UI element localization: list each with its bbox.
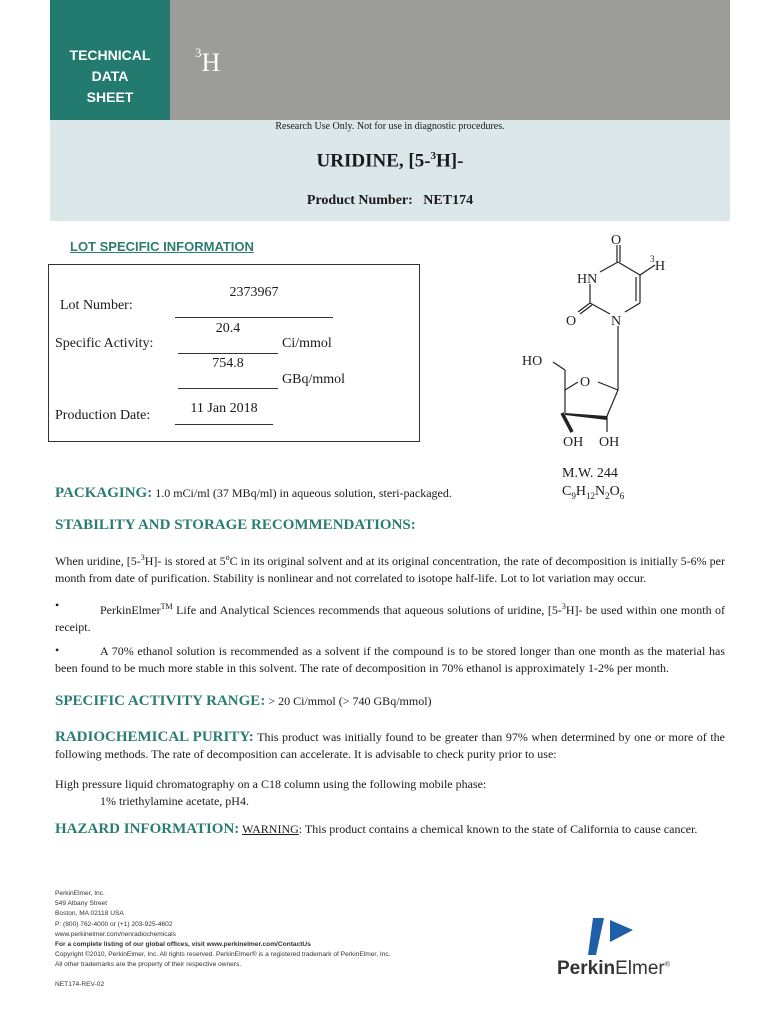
lot-number-underline	[175, 317, 333, 318]
bullet-2-text: A 70% ethanol solution is recommended as a solvent if the compound is to be stored longer than one month as the material has been found to be much more stable in this solvent. The rate of decomposition in 70% ethanol is approximately 1-2% per month.	[55, 644, 725, 675]
product-number	[50, 193, 730, 209]
lot-info-heading: LOT SPECIFIC INFORMATION	[70, 239, 254, 254]
molecular-formula: $C_9H_{12}N_2O_6$	[562, 484, 625, 501]
radiochemical-purity-section	[55, 729, 725, 763]
hazard-heading: HAZARD INFORMATION:	[55, 821, 240, 837]
hplc-line: High pressure liquid chromatography on a C18 column using the following mobile phase:	[55, 777, 487, 791]
footer-line-company: PerkinElmer, Inc.	[55, 890, 105, 897]
lot-number-label: Lot Number:	[60, 298, 133, 313]
production-date-underline	[175, 424, 273, 425]
label-o-ring: O	[580, 375, 591, 390]
specific-activity-gbq-value: 754.8	[212, 356, 244, 371]
isotope-symbol: H	[201, 48, 221, 77]
bullet-2-marker: •	[55, 643, 60, 657]
sheet-label-line-1: TECHNICAL	[69, 47, 151, 63]
revision-code: NET174-REV-02	[55, 981, 105, 988]
specific-activity-gbq-underline	[178, 388, 278, 389]
hazard-warning: WARNING	[242, 822, 299, 836]
mobile-phase: 1% triethylamine acetate, pH4.	[100, 794, 249, 808]
label-n: N	[611, 314, 622, 329]
molecular-weight: M.W. 244	[562, 466, 618, 481]
specific-activity-label: Specific Activity:	[55, 336, 154, 351]
hplc-method	[55, 776, 486, 810]
specific-activity-ci-underline	[178, 353, 278, 354]
title-suffix: H]-	[436, 150, 464, 172]
packaging-heading: PACKAGING:	[55, 485, 153, 501]
specific-activity-ci-value: 20.4	[215, 321, 241, 336]
hazard-section	[55, 821, 697, 838]
label-3h: H	[655, 259, 666, 274]
isotope-label	[195, 45, 221, 78]
product-number-label: Product Number:	[306, 193, 413, 208]
specific-activity-range-text: > 20 Ci/mmol (> 740 GBq/mmol)	[265, 694, 432, 708]
footer-trademarks: All other trademarks are the property of their respective owners.	[55, 961, 242, 969]
label-3h-mass: 3	[650, 254, 655, 264]
footer-line-phone: P: (800) 762-4000 or (+1) 203-925-4602	[55, 920, 173, 928]
label-o-top: O	[611, 233, 622, 248]
technical-data-sheet-label	[50, 0, 170, 120]
isotope-mass: 3	[195, 45, 202, 61]
packaging-section	[55, 485, 452, 502]
radiochemical-purity-text: This product was initially found to be greater than 97% when determined by one or more of the following methods. The rate of decomposition can accelerate. It is advisable to check purity prior to use:	[55, 730, 725, 761]
page-title	[50, 150, 730, 172]
label-o-left: O	[566, 314, 577, 329]
title-prefix: URIDINE, [5-	[316, 150, 431, 172]
lot-number-value: 2373967	[229, 285, 279, 300]
sheet-label-line-3: SHEET	[86, 89, 134, 105]
footer-offices-line: For a complete listing of our global offices, visit www.perkinelmer.com/ContactUs	[55, 941, 311, 949]
bullet-1-text: PerkinElmer™ Life and Analytical Sciences recommends that aqueous solutions of uridine, [5-$^3$H]- be used within one month of receipt.	[55, 602, 726, 634]
sheet-label-line-2: DATA	[91, 68, 129, 84]
specific-activity-range-heading: SPECIFIC ACTIVITY RANGE:	[55, 693, 266, 709]
specific-activity-gbq-unit: GBq/mmol	[282, 372, 346, 387]
uridine-structure-diagram	[510, 230, 710, 455]
label-oh-1: OH	[563, 435, 584, 450]
specific-activity-range-section	[55, 693, 432, 710]
bullet-1-marker: •	[55, 598, 60, 612]
stability-heading: STABILITY AND STORAGE RECOMMENDATIONS:	[55, 517, 416, 533]
hazard-text: : This product contains a chemical known to the state of California to cause cancer.	[298, 822, 698, 836]
footer-copyright: Copyright ©2010, PerkinElmer, Inc. All rights reserved. PerkinElmer® is a registered trademark of PerkinElmer, Inc.	[55, 951, 391, 959]
production-date-value: 11 Jan 2018	[190, 401, 258, 416]
label-ho: HO	[522, 354, 543, 369]
packaging-text: 1.0 mCi/ml (37 MBq/ml) in aqueous solution, steri-packaged.	[152, 486, 452, 500]
specific-activity-ci-unit: Ci/mmol	[282, 336, 332, 351]
footer-line-street: 549 Albany Street	[55, 900, 108, 908]
disclaimer: Research Use Only. Not for use in diagnostic procedures.	[275, 121, 505, 132]
radiochemical-purity-heading: RADIOCHEMICAL PURITY:	[55, 729, 254, 745]
label-hn: HN	[577, 272, 598, 287]
footer-address	[55, 889, 391, 971]
stability-paragraph: When uridine, [5-$^3$H]- is stored at 5$^o$C in its original solvent and at its original concentration, the rate of decomposition is initially 5-6% per month from date of purification. Stability is nonlinear and not correlated to isotope half-life. Lot to lot variation may occur.	[55, 553, 725, 585]
footer-line-website: www.perkinelmer.com/nenradiochemicals	[55, 930, 176, 938]
footer-line-city: Boston, MA 02118 USA	[55, 910, 124, 918]
title-mass: 3	[430, 150, 437, 162]
product-number-value: NET174	[423, 193, 474, 208]
perkinelmer-logo-text: PerkinElmer®	[557, 958, 670, 979]
production-date-label: Production Date:	[55, 408, 151, 423]
label-oh-2: OH	[599, 435, 620, 450]
molecular-info	[562, 465, 624, 505]
